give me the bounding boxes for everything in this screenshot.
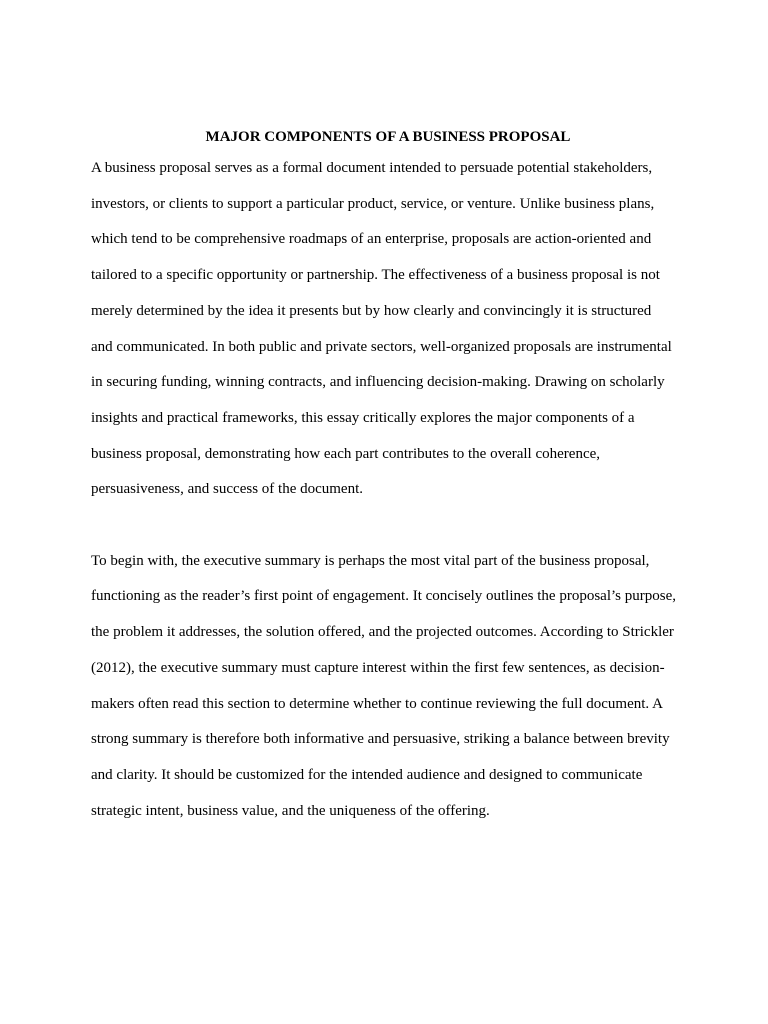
paragraph-line: functioning as the reader’s first point of engagement. It concisely outlines the proposal’s purpose, — [91, 588, 676, 605]
paragraph-line: the problem it addresses, the solution offered, and the projected outcomes. According to Strickler — [91, 624, 674, 641]
paragraph-spacer — [91, 508, 685, 544]
paragraph-line: and clarity. It should be customized for the intended audience and designed to communicate — [91, 766, 643, 783]
paragraph-line: investors, or clients to support a particular product, service, or venture. Unlike business plans, — [91, 195, 655, 212]
paragraph-line: and communicated. In both public and private sectors, well-organized proposals are instrumental — [91, 338, 672, 355]
paragraph-line: (2012), the executive summary must capture interest within the first few sentences, as decision- — [91, 659, 665, 676]
executive-summary-paragraph — [91, 544, 685, 830]
document-body — [91, 124, 685, 829]
paragraph-line: business proposal, demonstrating how each part contributes to the overall coherence, — [91, 445, 601, 462]
paragraph-line: persuasiveness, and success of the document. — [91, 481, 364, 498]
paragraph-line: A business proposal serves as a formal document intended to persuade potential stakeholders, — [91, 160, 653, 176]
paragraph-line: tailored to a specific opportunity or partnership. The effectiveness of a business proposal is not — [91, 267, 660, 284]
paragraph-line: in securing funding, winning contracts, and influencing decision-making. Drawing on scholarly — [91, 374, 665, 391]
intro-paragraph — [91, 151, 685, 508]
document-title: MAJOR COMPONENTS OF A BUSINESS PROPOSAL — [205, 129, 571, 145]
paragraph-line: which tend to be comprehensive roadmaps of an enterprise, proposals are action-oriented and — [91, 231, 652, 248]
paragraph-line: To begin with, the executive summary is perhaps the most vital part of the business proposal, — [91, 552, 650, 569]
paragraph-line: merely determined by the idea it presents but by how clearly and convincingly it is structured — [91, 302, 652, 319]
paragraph-line: insights and practical frameworks, this essay critically explores the major components of a — [91, 409, 635, 426]
paragraph-line: strategic intent, business value, and the uniqueness of the offering. — [91, 802, 490, 819]
paragraph-line: strong summary is therefore both informative and persuasive, striking a balance between brevity — [91, 731, 670, 748]
paragraph-line: makers often read this section to determine whether to continue reviewing the full document. A — [91, 695, 663, 712]
